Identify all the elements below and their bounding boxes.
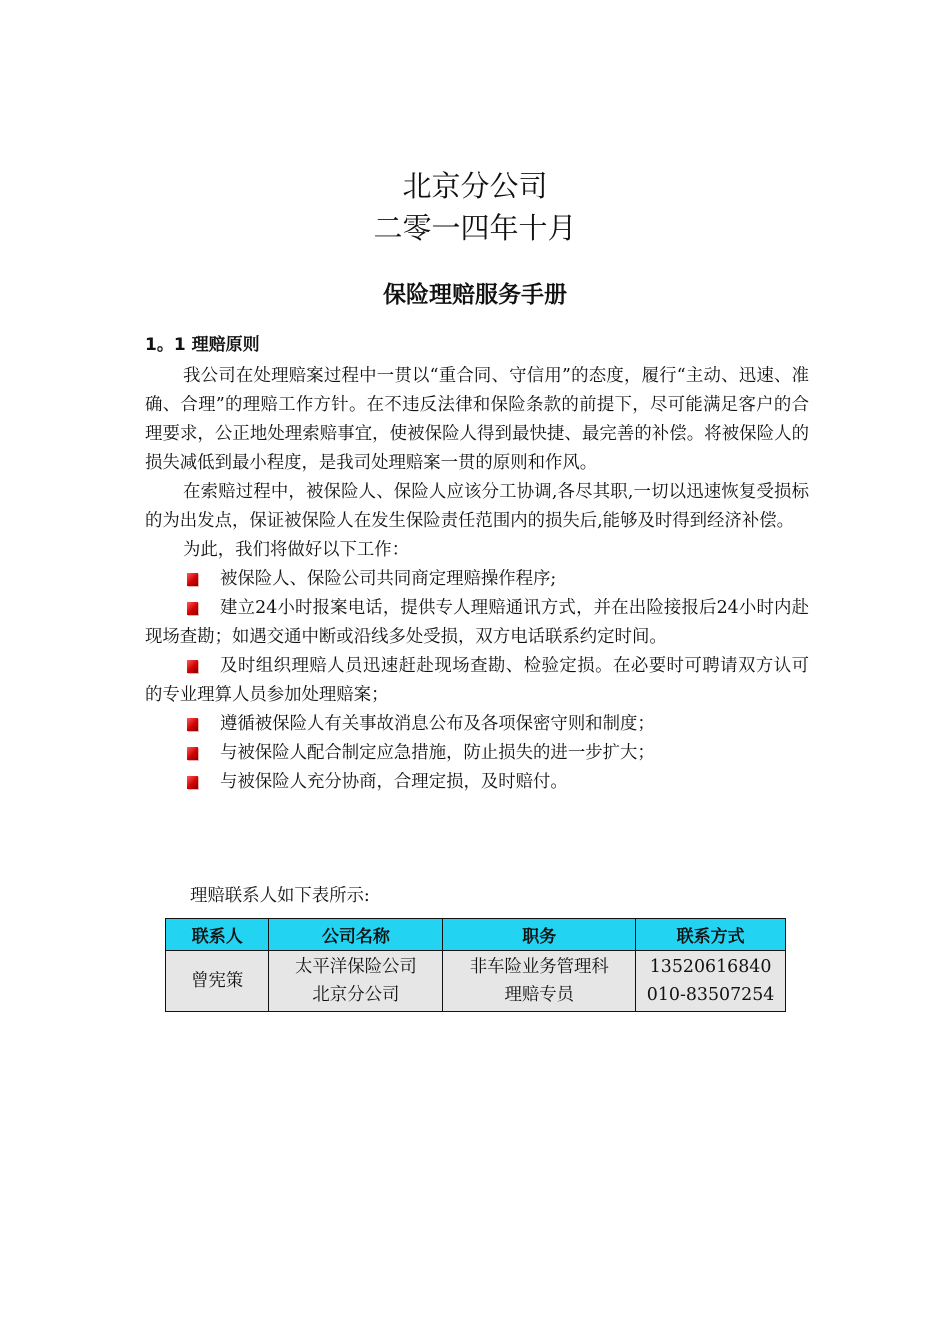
red-square-bullet-icon: [187, 660, 198, 673]
company-name: 太平洋保险公司: [295, 957, 417, 977]
company-cell: [269, 951, 443, 1012]
bullet-text: 及时组织理赔人员迅速赶赴现场查勘、检验定损。在必要时可聘请双方认可的专业理算人员参加处理赔案；: [145, 656, 809, 705]
document-body: [145, 362, 809, 797]
bullet-text: 遵循被保险人有关事故消息公布及各项保密守则和制度；: [220, 714, 655, 734]
mobile-phone: 13520616840: [649, 957, 772, 977]
column-header-contact: 联系人: [166, 919, 269, 951]
red-square-bullet-icon: [187, 602, 198, 615]
bullet-item: [145, 739, 809, 768]
bullet-item: [145, 710, 809, 739]
company-branch: 北京分公司: [312, 985, 400, 1005]
bullet-text: 与被保险人充分协商，合理定损，及时赔付。: [220, 772, 568, 792]
position-department: 非车险业务管理科: [469, 957, 609, 977]
bullet-text: 建立24小时报案电话，提供专人理赔通讯方式，并在出险接报后24小时内赴现场查勘；如遇交通中断或沿线多处受损，双方电话联系约定时间。: [145, 598, 809, 647]
contact-table: [165, 918, 786, 1012]
paragraph: 在索赔过程中，被保险人、保险人应该分工协调,各尽其职,一切以迅速恢复受损标的为出发点，保证被保险人在发生保险责任范围内的损失后,能够及时得到经济补偿。: [145, 482, 809, 531]
office-phone: 010-83507254: [646, 985, 775, 1005]
phone-cell: [636, 951, 786, 1012]
red-square-bullet-icon: [187, 776, 198, 789]
bullet-item: [145, 652, 809, 710]
bullet-item: [145, 565, 809, 594]
red-square-bullet-icon: [187, 573, 198, 586]
position-cell: [443, 951, 636, 1012]
bullet-item: [145, 594, 809, 652]
column-header-contact-info: 联系方式: [636, 919, 786, 951]
section-heading: 1。1 理赔原则: [145, 335, 260, 355]
table-row: [166, 951, 786, 1012]
contact-name-cell: 曾宪策: [166, 951, 269, 1012]
column-header-company: 公司名称: [269, 919, 443, 951]
branch-name: 北京分公司: [402, 169, 548, 203]
contact-intro: 理赔联系人如下表所示:: [190, 886, 370, 906]
table-header-row: [166, 919, 786, 951]
document-title: 保险理赔服务手册: [383, 282, 567, 308]
bullet-text: 与被保险人配合制定应急措施，防止损失的进一步扩大；: [220, 743, 655, 763]
position-title: 理赔专员: [504, 985, 575, 1005]
red-square-bullet-icon: [187, 747, 198, 760]
document-date: 二零一四年十月: [373, 211, 577, 245]
red-square-bullet-icon: [187, 718, 198, 731]
bullet-text: 被保险人、保险公司共同商定理赔操作程序;: [220, 569, 557, 589]
column-header-position: 职务: [443, 919, 636, 951]
paragraph: 我公司在处理赔案过程中一贯以“重合同、守信用”的态度，履行“主动、迅速、准确、合理”的理赔工作方针。在不违反法律和保险条款的前提下，尽可能满足客户的合理要求，公正地处理索赔事宜，使被保险人得到最快捷、最完善的补偿。将被保险人的损失减低到最小程度，是我司处理赔案一贯的原则和作风。: [145, 366, 809, 473]
paragraph: 为此，我们将做好以下工作：: [183, 540, 410, 560]
bullet-item: [145, 768, 809, 797]
